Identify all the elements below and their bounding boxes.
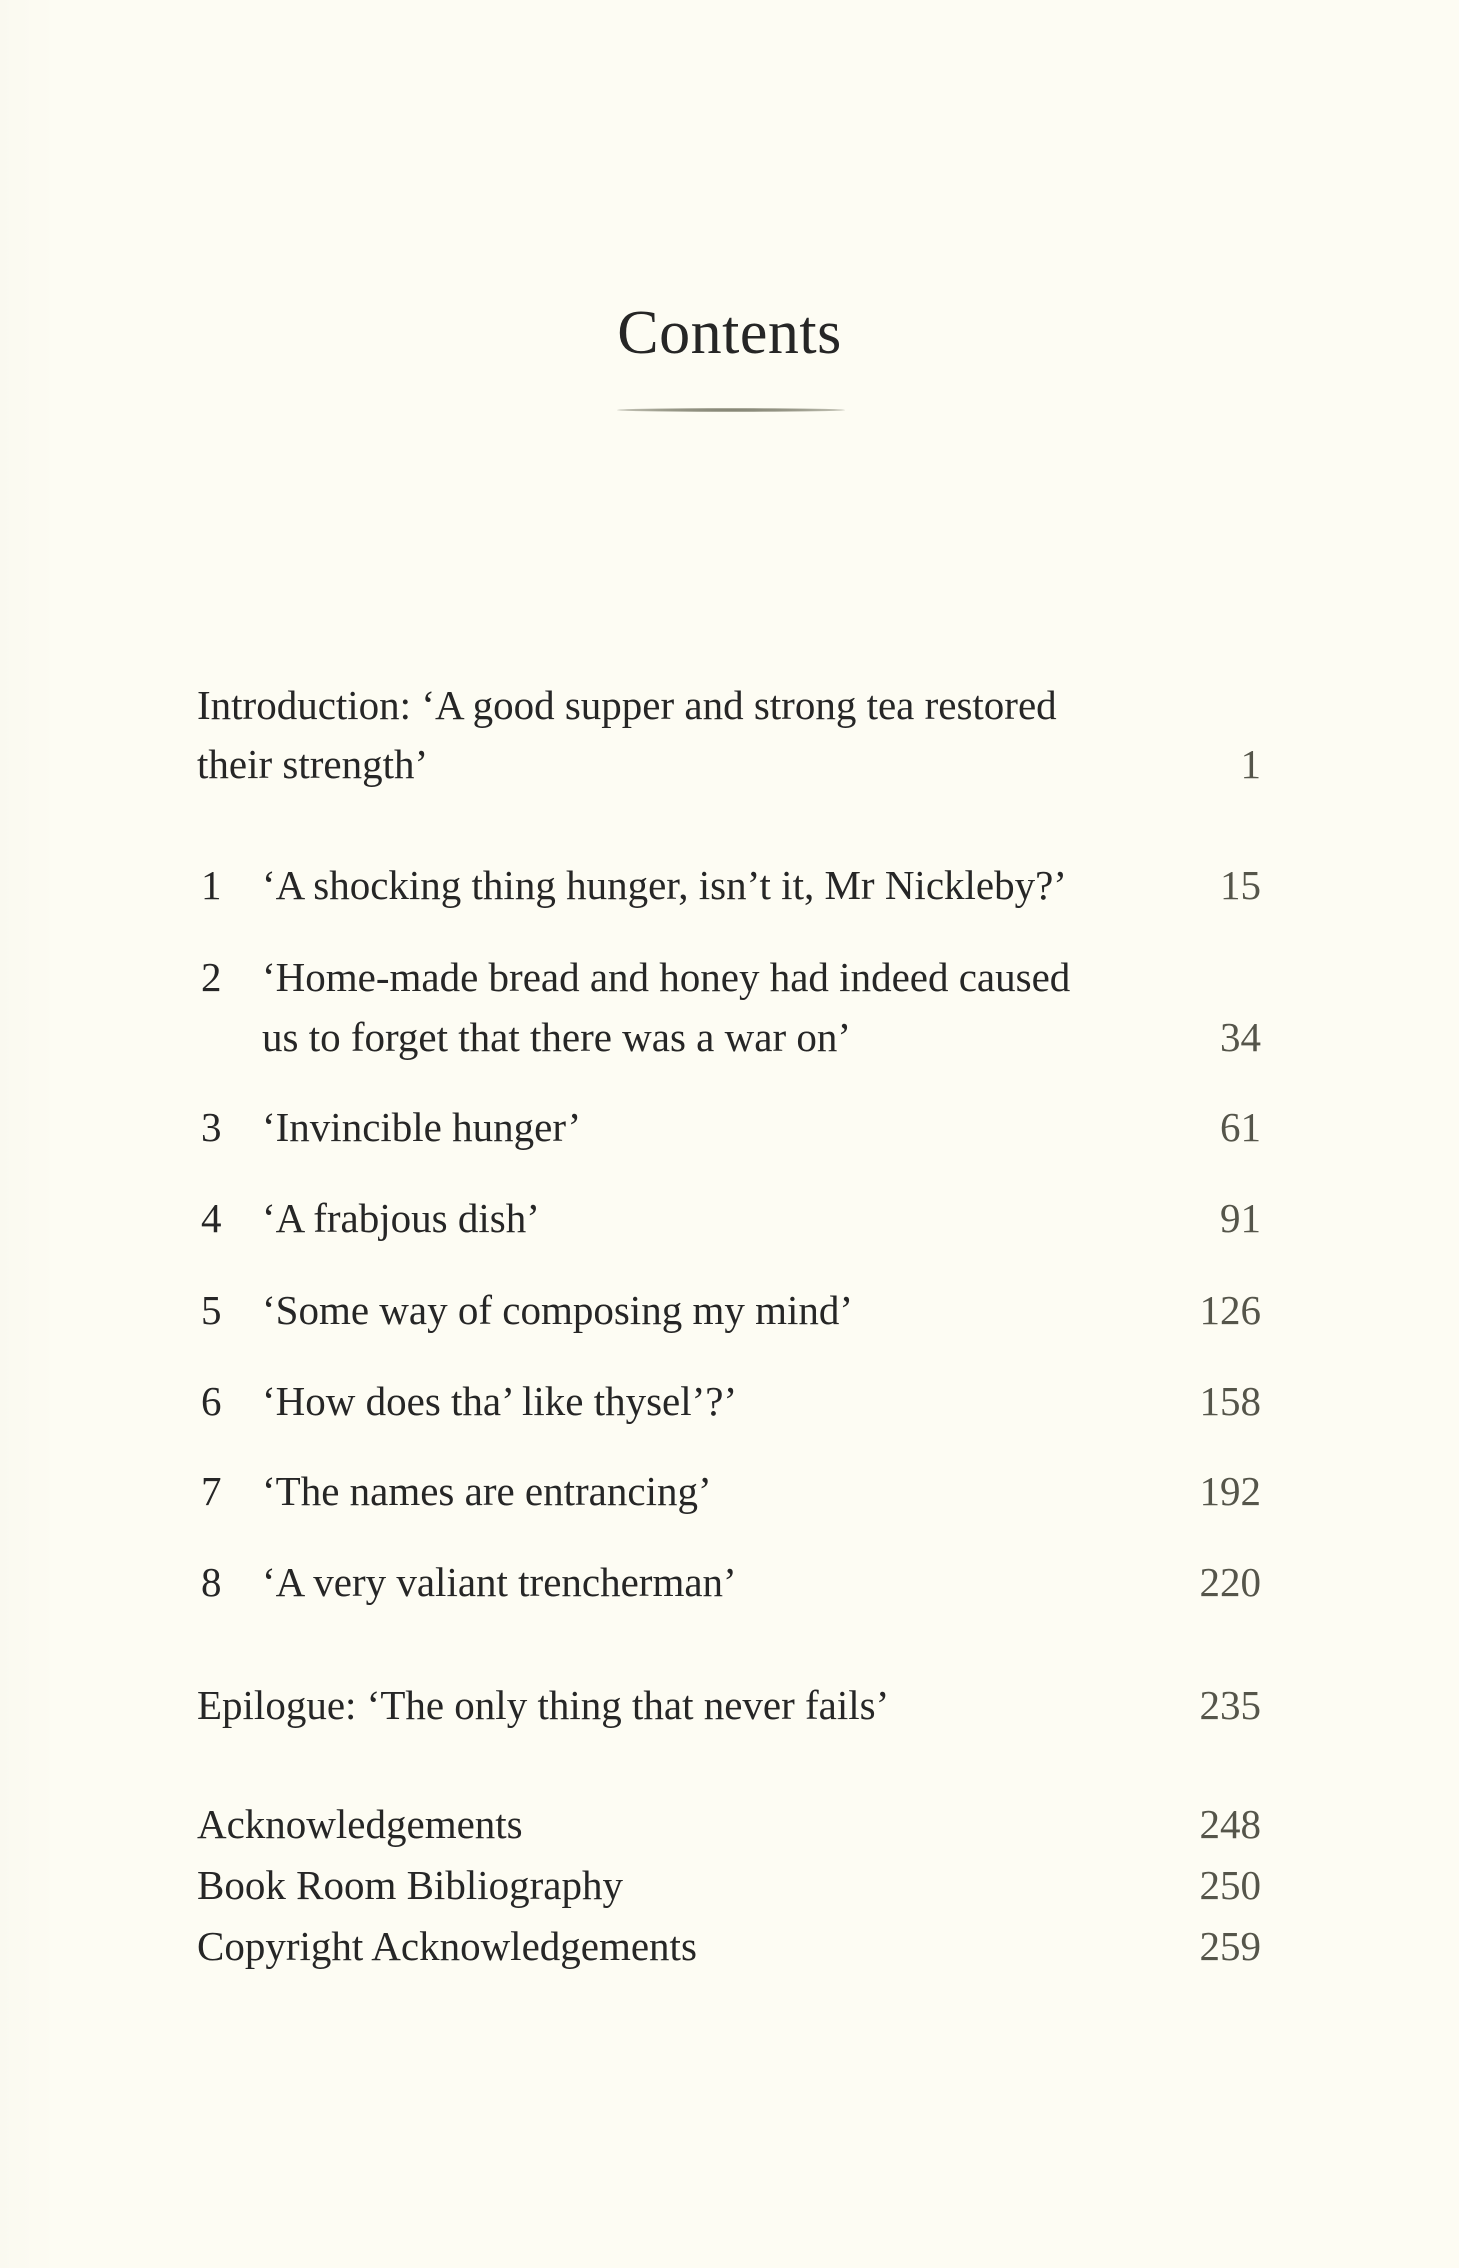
toc-page-number: 91: [1220, 1195, 1261, 1241]
chapter-title: ‘A shocking thing hunger, isn’t it, Mr Nickleby?’: [262, 862, 1067, 908]
toc-entry-text: Epilogue: ‘The only thing that never fails’: [197, 1682, 890, 1728]
toc-page-number: 158: [1199, 1378, 1261, 1424]
toc-page-number: 220: [1199, 1559, 1261, 1605]
toc-entry-copyright-acknowledgements[interactable]: [0, 1921, 1459, 1971]
title-rule-divider: [617, 408, 845, 412]
chapter-number: 4: [201, 1195, 222, 1241]
chapter-title: ‘Home-made bread and honey had indeed caused: [262, 954, 1071, 1000]
toc-entry-chapter-6[interactable]: [0, 1376, 1459, 1426]
toc-entry-epilogue[interactable]: [0, 1680, 1459, 1730]
toc-page-number: 250: [1199, 1862, 1261, 1908]
toc-entry-introduction-line2[interactable]: [0, 739, 1459, 789]
toc-entry-chapter-1[interactable]: [0, 860, 1459, 910]
toc-entry-text: Acknowledgements: [197, 1801, 523, 1847]
toc-entry-book-room-bibliography[interactable]: [0, 1860, 1459, 1910]
toc-page-number: 248: [1199, 1801, 1261, 1847]
toc-entry-chapter-8[interactable]: [0, 1557, 1459, 1607]
toc-entry-chapter-3[interactable]: [0, 1102, 1459, 1152]
toc-entry-chapter-4[interactable]: [0, 1193, 1459, 1243]
chapter-title: ‘How does tha’ like thysel’?’: [262, 1378, 738, 1424]
toc-page-number: 192: [1199, 1468, 1261, 1514]
toc-entry-introduction-line1[interactable]: [0, 680, 1459, 730]
chapter-number: 2: [201, 954, 222, 1000]
toc-entry-chapter-2-line2[interactable]: [0, 1012, 1459, 1062]
toc-entry-chapter-7[interactable]: [0, 1466, 1459, 1516]
chapter-number: 5: [201, 1287, 222, 1333]
chapter-title-continued: us to forget that there was a war on’: [262, 1014, 851, 1060]
chapter-number: 7: [201, 1468, 222, 1514]
toc-page-number: 126: [1199, 1287, 1261, 1333]
chapter-title: ‘Some way of composing my mind’: [262, 1287, 854, 1333]
toc-entry-text: their strength’: [197, 741, 429, 787]
chapter-title: ‘Invincible hunger’: [262, 1104, 582, 1150]
chapter-title: ‘A frabjous dish’: [262, 1195, 540, 1241]
toc-page-number: 34: [1220, 1014, 1261, 1060]
toc-page-number: 235: [1199, 1682, 1261, 1728]
toc-entry-text: Book Room Bibliography: [197, 1862, 623, 1908]
toc-entry-chapter-5[interactable]: [0, 1285, 1459, 1335]
chapter-number: 8: [201, 1559, 222, 1605]
toc-page-number: 61: [1220, 1104, 1261, 1150]
toc-entry-chapter-2-line1[interactable]: [0, 952, 1459, 1002]
chapter-title: ‘The names are entrancing’: [262, 1468, 712, 1514]
chapter-number: 6: [201, 1378, 222, 1424]
toc-entry-acknowledgements[interactable]: [0, 1799, 1459, 1849]
chapter-number: 3: [201, 1104, 222, 1150]
toc-page-number: 259: [1199, 1923, 1261, 1969]
chapter-number: 1: [201, 862, 222, 908]
toc-page-number: 15: [1220, 862, 1261, 908]
toc-entry-text: Introduction: ‘A good supper and strong tea restored: [197, 682, 1057, 728]
toc-page-number: 1: [1240, 741, 1261, 787]
page-title: Contents: [617, 299, 842, 367]
chapter-title: ‘A very valiant trencherman’: [262, 1559, 737, 1605]
toc-entry-text: Copyright Acknowledgements: [197, 1923, 697, 1969]
